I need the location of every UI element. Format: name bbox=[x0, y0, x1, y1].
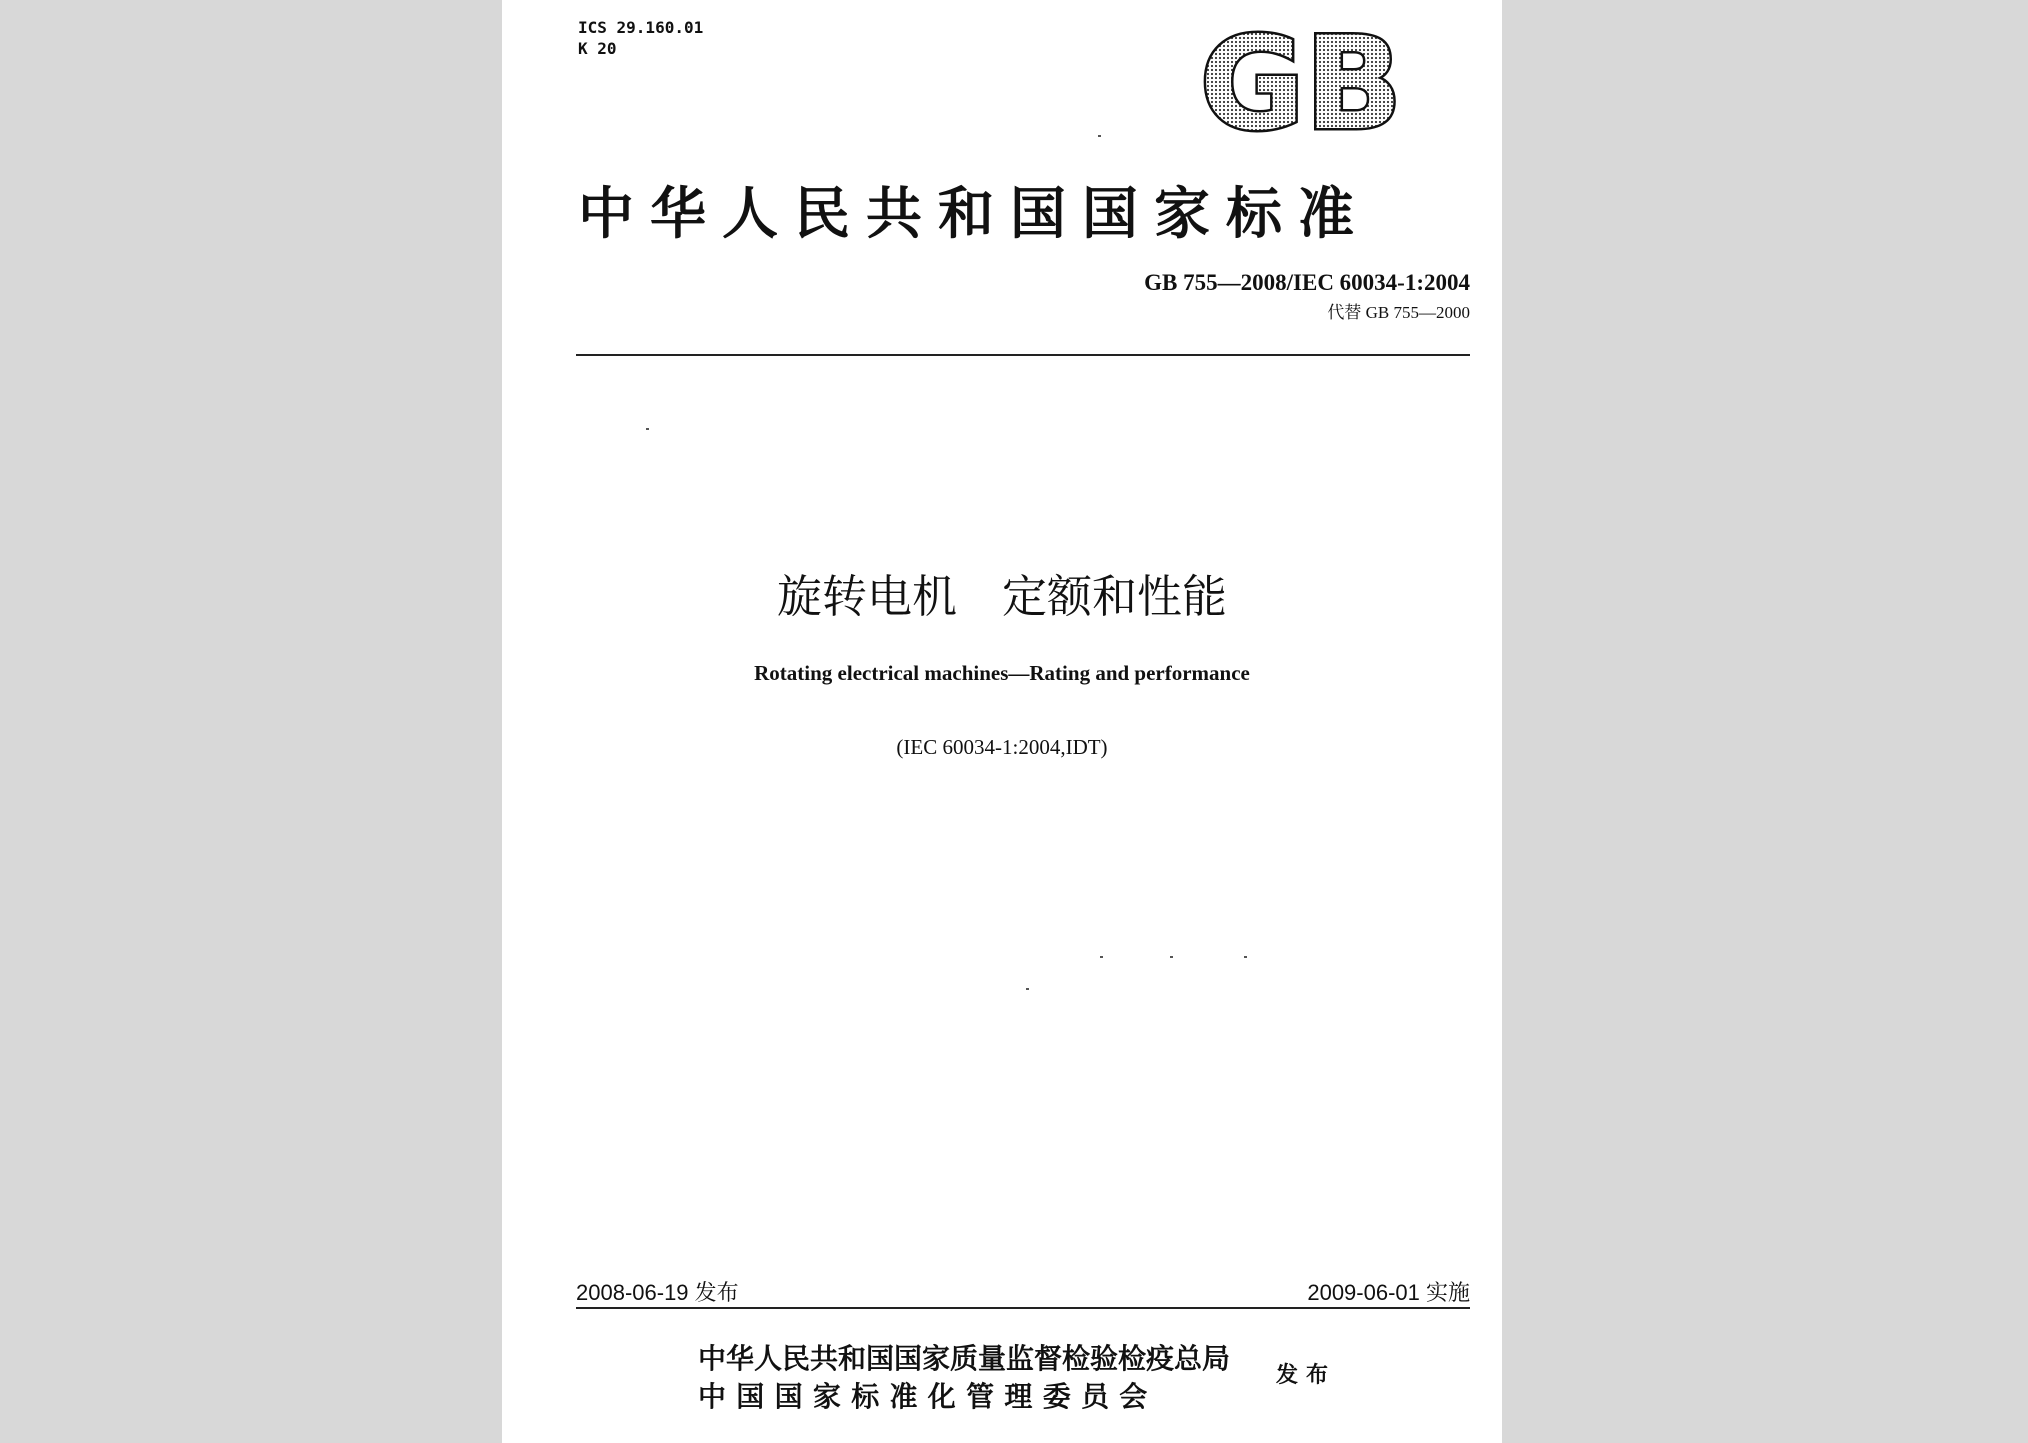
issuer-aqsiq: 中华人民共和国国家质量监督检验检疫总局 bbox=[698, 1342, 1231, 1375]
ccs-code: K 20 bbox=[578, 39, 617, 58]
bottom-divider bbox=[576, 1307, 1470, 1309]
gb-logo-text: GB bbox=[1199, 24, 1403, 144]
standard-number: GB 755—2008/IEC 60034-1:2004 bbox=[1144, 270, 1470, 295]
issuing-authorities bbox=[698, 1340, 1258, 1416]
publish-label: 发布 bbox=[1276, 1362, 1337, 1388]
classification-codes bbox=[578, 17, 703, 59]
title-chinese: 旋转电机 定额和性能 bbox=[776, 570, 1227, 623]
scan-speck bbox=[1244, 956, 1247, 958]
scan-speck bbox=[646, 428, 649, 430]
gb-logo bbox=[1190, 24, 1412, 144]
top-divider bbox=[576, 354, 1470, 356]
issuer-sac: 中国国家标准化管理委员会 bbox=[698, 1380, 1158, 1413]
scan-speck bbox=[1170, 956, 1173, 958]
implementation-date: 2009-06-01 实施 bbox=[1307, 1280, 1470, 1305]
org-title: 中华人民共和国国家标准 bbox=[578, 181, 1370, 247]
title-english: Rotating electrical machines—Rating and performance bbox=[754, 661, 1250, 685]
issue-date: 2008-06-19 发布 bbox=[576, 1280, 739, 1305]
scan-speck bbox=[1100, 956, 1103, 958]
adoption-note: (IEC 60034-1:2004,IDT) bbox=[896, 735, 1108, 759]
scan-speck bbox=[1026, 988, 1029, 990]
document-page bbox=[502, 0, 1502, 1443]
scan-speck bbox=[1098, 135, 1101, 137]
replaces-standard: 代替 GB 755—2000 bbox=[1327, 303, 1470, 322]
ics-code: ICS 29.160.01 bbox=[578, 18, 704, 37]
